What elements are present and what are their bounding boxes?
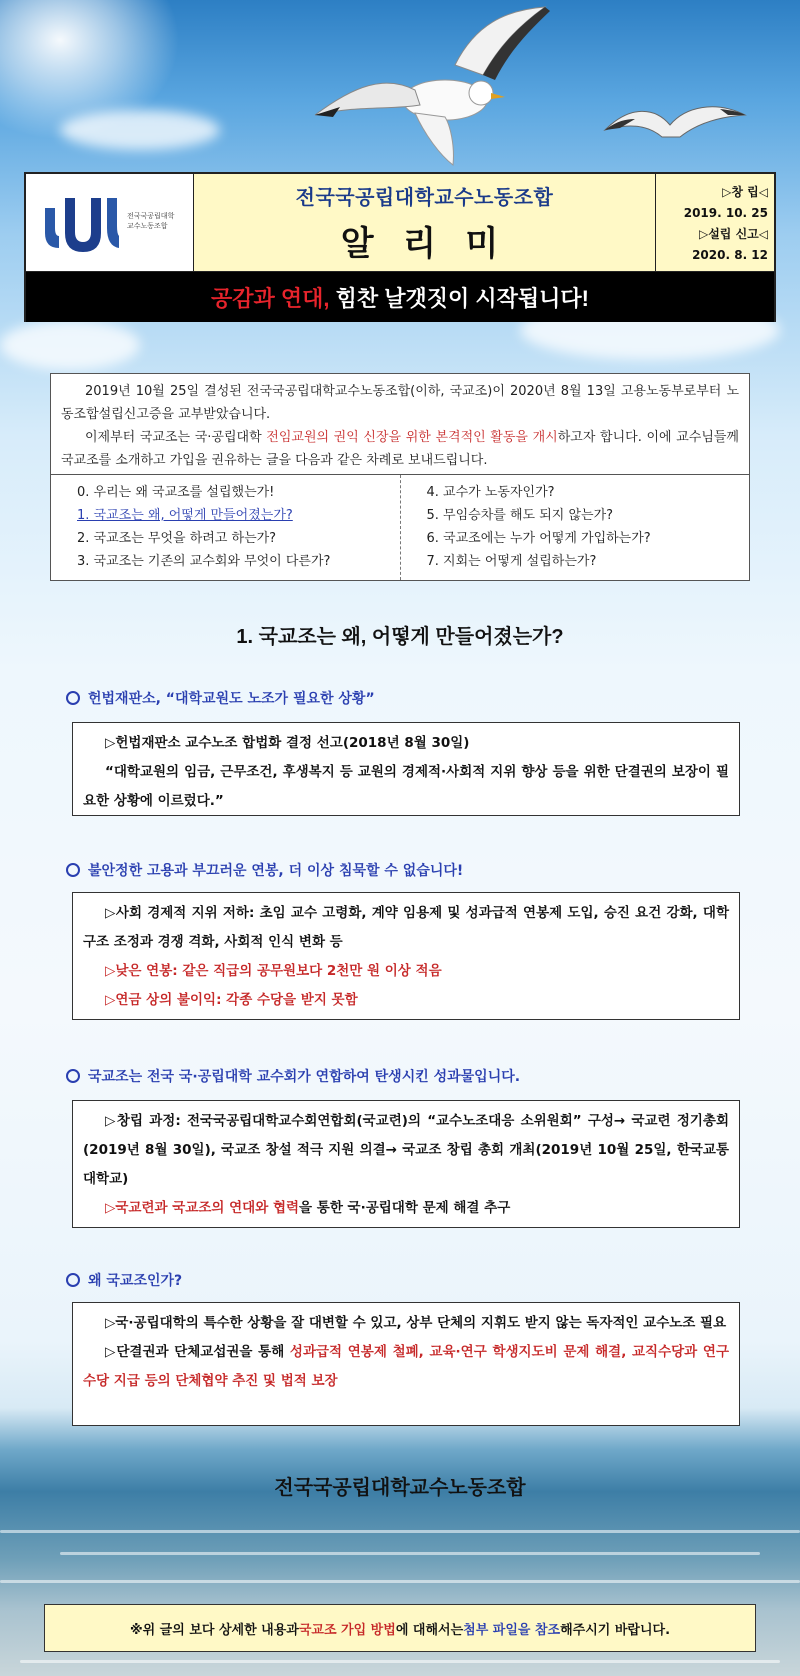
footer-org-name: 전국국공립대학교수노동조합 (274, 1477, 526, 1499)
subsection-4-line1: ▷국·공립대학의 특수한 상황을 잘 대변할 수 있고, 상부 단체의 지휘도 받지 않는 독자적인 교수노조 필요 (105, 1315, 727, 1331)
intro-paragraph-1: 2019년 10월 25일 결성된 전국국공립대학교수노동조합(이하, 국교조)이 2020년 8월 13일 고용노동부로부터 노동조합설립신고증을 교부받았습니다. (61, 384, 739, 422)
title-block (194, 174, 656, 271)
intro-text (51, 374, 749, 474)
subsection-2-title-text: 불안정한 고용과 부끄러운 연봉, 더 이상 침묵할 수 없습니다! (88, 863, 464, 879)
subsection-2-line2: ▷낮은 연봉: 같은 직급의 공무원보다 2천만 원 이상 적음 (105, 963, 442, 979)
logo-text-line1: 전국국공립대학 (126, 211, 174, 220)
registration-date: 2020. 8. 12 (692, 248, 768, 263)
subsection-4-line2-red: 성과급적 연봉제 철폐, 교육·연구 학생지도비 문제 해결, 교직수당과 연구수당 지급 등의 단체협약 추진 및 법적 보장 (83, 1344, 729, 1389)
subsection-1-box (72, 722, 740, 816)
note-blue: 첨부 파일을 참조 (463, 1622, 561, 1638)
subsection-3-line2-red: 국교련과 국교조의 연대와 협력 (115, 1200, 300, 1216)
note-mid: 에 대해서는 (395, 1622, 464, 1638)
founding-label: ▷창 립◁ (722, 184, 768, 199)
date-block (656, 174, 774, 271)
note-post: 해주시기 바랍니다. (560, 1622, 671, 1638)
slogan-red: 공감과 연대, (211, 285, 330, 311)
circle-bullet-icon (66, 863, 80, 877)
founding-date: 2019. 10. 25 (683, 205, 768, 220)
intro-paragraph-2 (61, 426, 739, 472)
toc-item-1[interactable]: 1. 국교조는 왜, 어떻게 만들어졌는가? (77, 508, 293, 523)
subsection-3-line2-post: 을 통한 국·공립대학 문제 해결 추구 (299, 1200, 511, 1216)
intro-para2-pre: 이제부터 국교조는 국·공립대학 (85, 430, 267, 445)
subsection-1-line2: “대학교원의 임금, 근무조건, 후생복지 등 교원의 경제적·사회적 지위 향상 등을 위한 단결권의 보장이 필요한 상황에 이르렀다.” (83, 764, 729, 809)
toc-item-4: 4. 교수가 노동자인가? (426, 485, 555, 500)
cloud (0, 320, 140, 370)
circle-bullet-icon (66, 1273, 80, 1287)
subsection-3-title-text: 국교조는 전국 국·공립대학 교수회가 연합하여 탄생시킨 성과물입니다. (88, 1069, 521, 1085)
note-red: 국교조 가입 방법 (298, 1622, 396, 1638)
footer-note (44, 1604, 756, 1652)
toc-item-6: 6. 국교조에는 누가 어떻게 가입하는가? (426, 531, 651, 546)
subsection-1-line1: ▷헌법재판소 교수노조 합법화 결정 선고(2018년 8월 30일) (105, 735, 470, 751)
intro-box (50, 373, 750, 581)
subsection-2-title (66, 860, 463, 880)
union-logo-icon (35, 188, 185, 258)
registration-label: ▷설립 신고◁ (698, 227, 768, 242)
logo-text-line2: 교수노동조합 (126, 221, 168, 230)
table-of-contents (51, 474, 749, 580)
subsection-3-title (66, 1066, 520, 1086)
subsection-4-line2 (83, 1338, 729, 1396)
subsection-2-line1: ▷사회 경제적 지위 저하: 초임 교수 고령화, 계약 임용제 및 성과급적 연봉제 도입, 승진 요건 강화, 대학 구조 조정과 경쟁 격화, 사회적 인식 변화 등 (83, 905, 729, 950)
seagull-image (600, 95, 750, 155)
toc-item-5: 5. 무임승차를 해도 되지 않는가? (426, 508, 614, 523)
subsection-3-line1: ▷창립 과정: 전국국공립대학교수회연합회(국교련)의 “교수노조대응 소위원회” 구성→ 국교련 정기총회(2019년 8월 30일), 국교조 창설 적극 지원 의결→ 국교조 창립 총회 개최(2019년 10월 25일, 한국교통대학교) (83, 1113, 729, 1187)
cloud (60, 110, 220, 150)
arrow-icon: ▷ (105, 1200, 116, 1216)
toc-item-3: 3. 국교조는 기존의 교수회와 무엇이 다른가? (77, 554, 331, 569)
wave-line (0, 1580, 800, 1583)
subsection-2-line3: ▷연금 상의 불이익: 각종 수당을 받지 못함 (105, 992, 358, 1008)
wave-line (60, 1552, 760, 1555)
subsection-3-line2 (83, 1194, 729, 1223)
wave-line (20, 1660, 780, 1663)
intro-para2-post: 하고자 합니다. 이에 교수님들께 국교조를 소개하고 가입을 권유하는 글을 다음과 같은 차례로 보내드립니다. (61, 430, 739, 468)
intro-para2-highlight: 전임교원의 권익 신장을 위한 본격적인 활동을 개시 (266, 430, 558, 445)
toc-left-column (51, 475, 401, 580)
subsection-1-title (66, 688, 375, 708)
toc-item-7: 7. 지회는 어떻게 설립하는가? (426, 554, 597, 569)
org-name: 전국국공립대학교수노동조합 (295, 186, 554, 209)
slogan-bar (26, 272, 774, 322)
subsection-4-title-text: 왜 국교조인가? (88, 1273, 183, 1289)
newsletter-header (24, 172, 776, 322)
subsection-4-line2-pre: ▷단결권과 단체교섭권을 통해 (105, 1344, 290, 1360)
note-pre: ※위 글의 보다 상세한 내용과 (129, 1622, 299, 1638)
toc-item-2: 2. 국교조는 무엇을 하려고 하는가? (77, 531, 277, 546)
union-logo (26, 174, 194, 271)
section-heading: 1. 국교조는 왜, 어떻게 만들어졌는가? (236, 626, 564, 648)
seagull-image (305, 5, 565, 170)
wave-line (0, 1530, 800, 1533)
slogan-white: 힘찬 날갯짓이 시작됩니다! (329, 285, 589, 311)
subsection-3-box (72, 1100, 740, 1228)
header-top-row (26, 174, 774, 272)
subsection-4-box (72, 1302, 740, 1426)
toc-item-0: 0. 우리는 왜 국교조를 설립했는가! (77, 485, 275, 500)
toc-right-column (401, 475, 750, 580)
subsection-2-box (72, 892, 740, 1020)
newsletter-title: 알 리 미 (340, 224, 509, 263)
circle-bullet-icon (66, 691, 80, 705)
subsection-1-title-text: 헌법재판소, “대학교원도 노조가 필요한 상황” (88, 691, 375, 707)
circle-bullet-icon (66, 1069, 80, 1083)
subsection-4-title (66, 1270, 182, 1290)
